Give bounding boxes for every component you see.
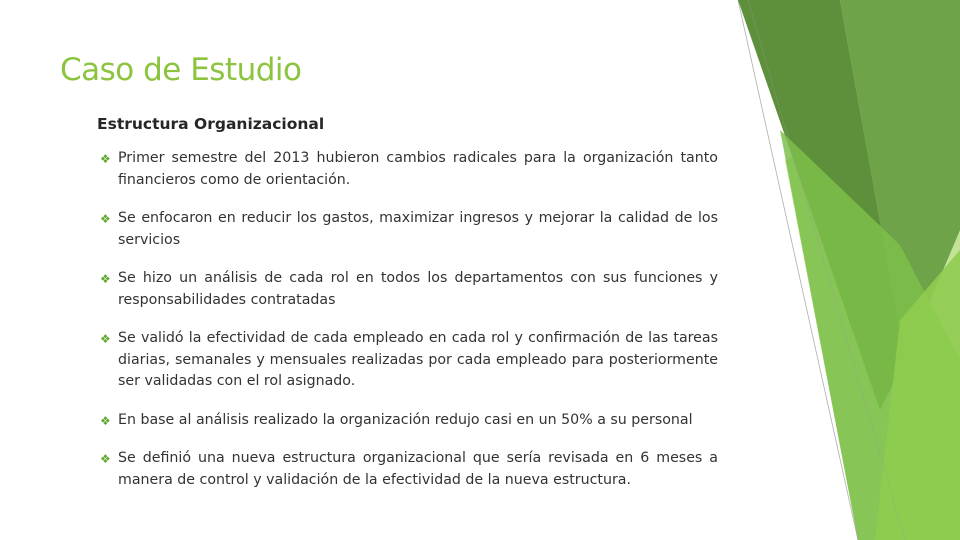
- bullet-item: [100, 208, 718, 251]
- diamond-bullet-icon: ❖: [100, 452, 111, 466]
- bullet-text: Se enfocaron en reducir los gastos, maximizar ingresos y mejorar la calidad de los servicios: [118, 210, 718, 248]
- bullet-text: En base al análisis realizado la organización redujo casi en un 50% a su personal: [118, 411, 693, 428]
- bullet-text: Se validó la efectividad de cada empleado en cada rol y confirmación de las tareas diarias, semanales y mensuales realizadas por cada empleado para posteriormente ser validadas con el rol asignado.: [118, 330, 718, 389]
- bullet-item: [100, 148, 718, 191]
- bullet-text: Primer semestre del 2013 hubieron cambios radicales para la organización tanto financieros como de orientación.: [118, 150, 718, 188]
- bullet-list: [100, 148, 718, 508]
- diamond-bullet-icon: ❖: [100, 413, 111, 428]
- bullet-item: [100, 268, 718, 311]
- diamond-bullet-icon: ❖: [100, 272, 111, 286]
- diamond-bullet-icon: ❖: [100, 152, 111, 166]
- bullet-text: Se definió una nueva estructura organizacional que sería revisada en 6 meses a manera de control y validación de la efectividad de la nueva estructura.: [118, 450, 718, 488]
- bullet-text: Se hizo un análisis de cada rol en todos los departamentos con sus funciones y responsabilidades contratadas: [118, 270, 718, 308]
- diamond-bullet-icon: ❖: [100, 332, 111, 346]
- bullet-item: [100, 328, 718, 393]
- bullet-item: [100, 448, 718, 491]
- bullet-item: [100, 410, 718, 432]
- section-subtitle: Estructura Organizacional: [97, 115, 325, 133]
- page-title: Caso de Estudio: [60, 52, 302, 88]
- diamond-bullet-icon: ❖: [100, 212, 111, 226]
